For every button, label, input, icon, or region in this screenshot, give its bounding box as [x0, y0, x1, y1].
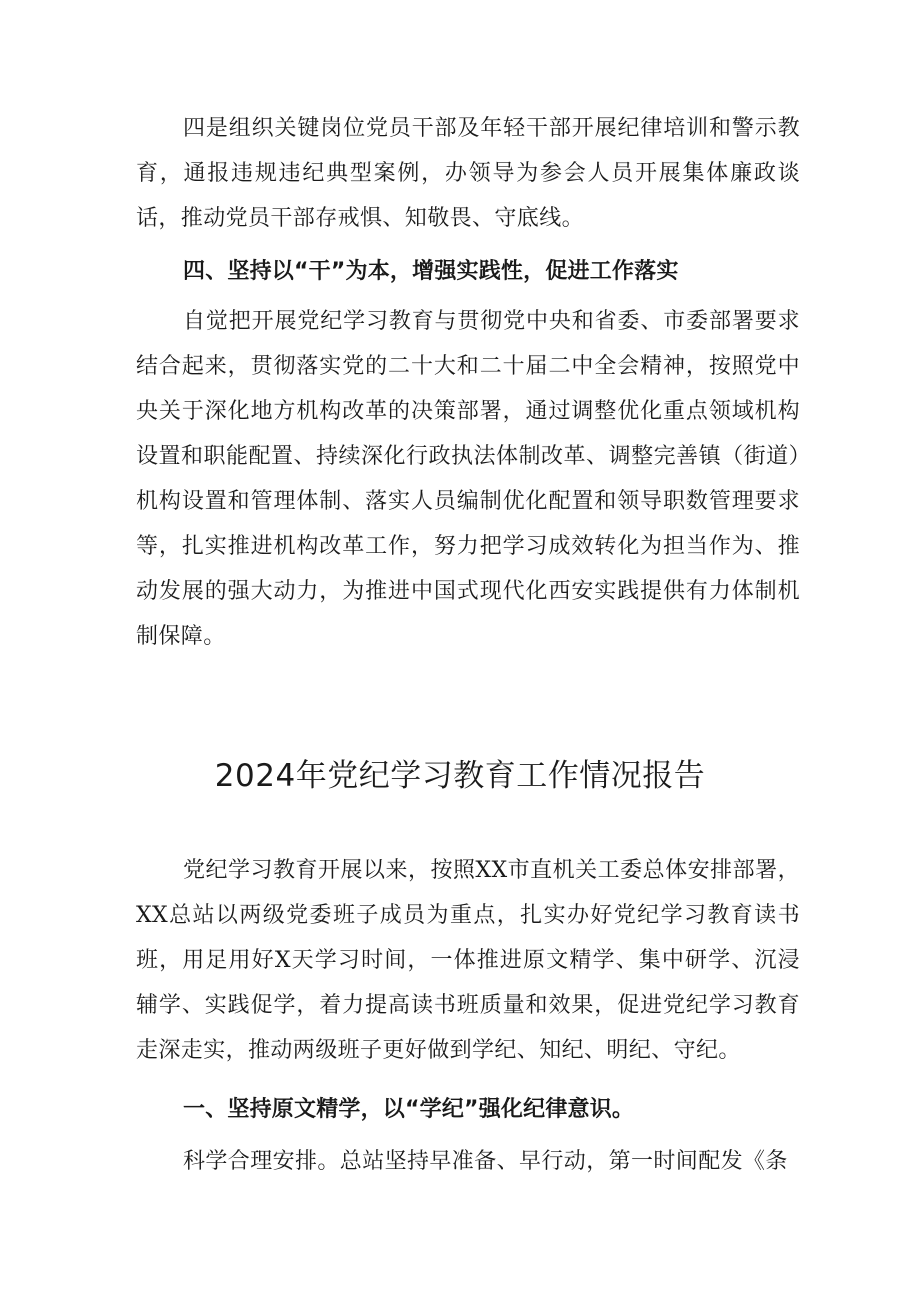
report-title: 2024年党纪学习教育工作情况报告: [214, 758, 706, 794]
body-paragraph-institutional-reform: 自觉把开展党纪学习教育与贯彻党中央和省委、市委部署要求结合起来，贯彻落实党的二十大和二十届二中全会精神，按照党中央关于深化地方机构改革的决策部署，通过调整优化重点领域机构设置和职能配置、持续深化行政执法体制改革、调整完善镇（街道）机构设置和管理体制、落实人员编制优化配置和领导职数管理要求等，扎实推进机构改革工作，努力把学习成效转化为担当作为、推动发展的强大动力，为推进中国式现代化西安实践提供有力体制机制保障。: [136, 309, 800, 649]
body-paragraph-discipline-training: 四是组织关键岗位党员干部及年轻干部开展纪律培训和警示教育，通报违规违纪典型案例，办领导为参会人员开展集体廉政谈话，推动党员干部存戒惧、知敬畏、守底线。: [136, 116, 800, 231]
section-heading-original-study: 一、坚持原文精学，以“学纪”强化纪律意识。: [183, 1097, 635, 1122]
section-heading-practice: 四、坚持以“干”为本，增强实践性，促进工作落实: [183, 259, 679, 284]
body-paragraph-arrangement: 科学合理安排。总站坚持早准备、早行动，第一时间配发《条: [183, 1149, 788, 1174]
body-paragraph-report-intro: 党纪学习教育开展以来，按照XX市直机关工委总体安排部署，XX总站以两级党委班子成员为重点，扎实办好党纪学习教育读书班，用足用好X天学习时间，一体推进原文精学、集中研学、沉浸辅学、实践促学，着力提高读书班质量和效果，促进党纪学习教育走深走实，推动两级班子更好做到学纪、知纪、明纪、守纪。: [136, 858, 800, 1063]
